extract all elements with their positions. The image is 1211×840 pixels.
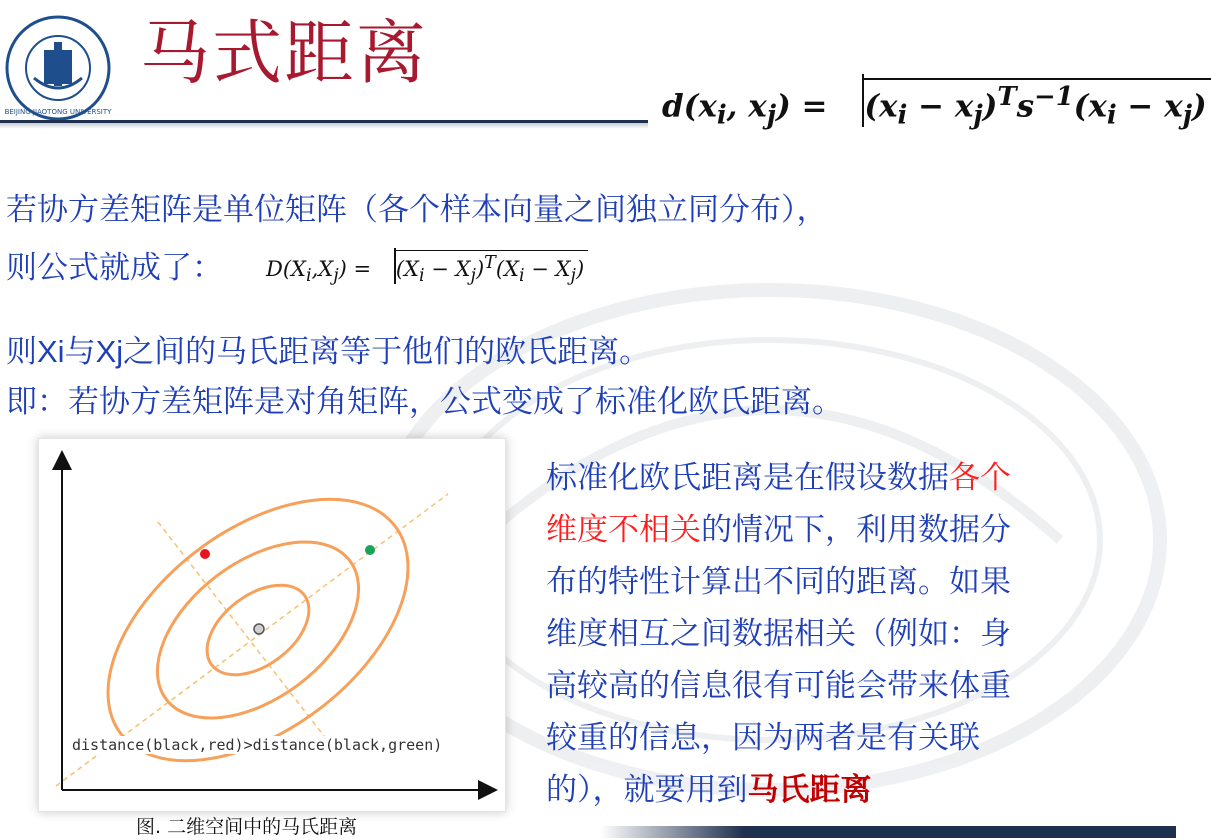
university-seal-icon <box>4 14 112 122</box>
red-point <box>200 549 210 559</box>
figure-label: distance(black,red)>distance(black,green) <box>72 736 443 754</box>
text-line-identity: 若协方差矩阵是单位矩阵（各个样本向量之间独立同分布）， <box>6 192 828 228</box>
text-line-formula-intro: 则公式就成了： <box>6 250 223 286</box>
mahalanobis-formula: $d(x_i$, $x_j) = (x_i - x_j)^Ts^{-1}(x_i - x_j)$ <box>662 78 1211 131</box>
black-center-point <box>254 624 264 634</box>
euclidean-formula: $D(X_i,X_j) = (X_i - X_j)^T(X_i - X_j)$ <box>266 250 588 286</box>
highlight-text: 维度不相关 <box>546 512 701 548</box>
header-rule-shadow <box>0 123 648 129</box>
figure-caption: 图. 二维空间中的马氏距离 <box>136 816 358 838</box>
mahalanobis-figure <box>38 438 504 810</box>
green-point <box>365 545 375 555</box>
key-term: 马氏距离 <box>747 772 872 808</box>
logo-text: BEIJING JIAOTONG UNIVERSITY <box>4 108 112 116</box>
footer-bar <box>600 826 1176 838</box>
explanation-paragraph: 标准化欧氏距离是在假设数据各个 维度不相关的情况下，利用数据分 布的特性计算出不同的距离。如果 维度相互之间数据相关（例如：身 高较高的信息很有可能会带来体重 较重的信息，因为两者是有关联 的），就要用到马氏距离 <box>546 460 1011 808</box>
highlight-text: 各个 <box>949 460 1011 496</box>
page-title: 马式距离 <box>140 12 428 94</box>
text-line-equivalence: 则Xi与Xj之间的马氏距离等于他们的欧氏距离。 <box>6 334 651 370</box>
text-line-diagonal: 即：若协方差矩阵是对角矩阵，公式变成了标准化欧氏距离。 <box>6 384 843 420</box>
